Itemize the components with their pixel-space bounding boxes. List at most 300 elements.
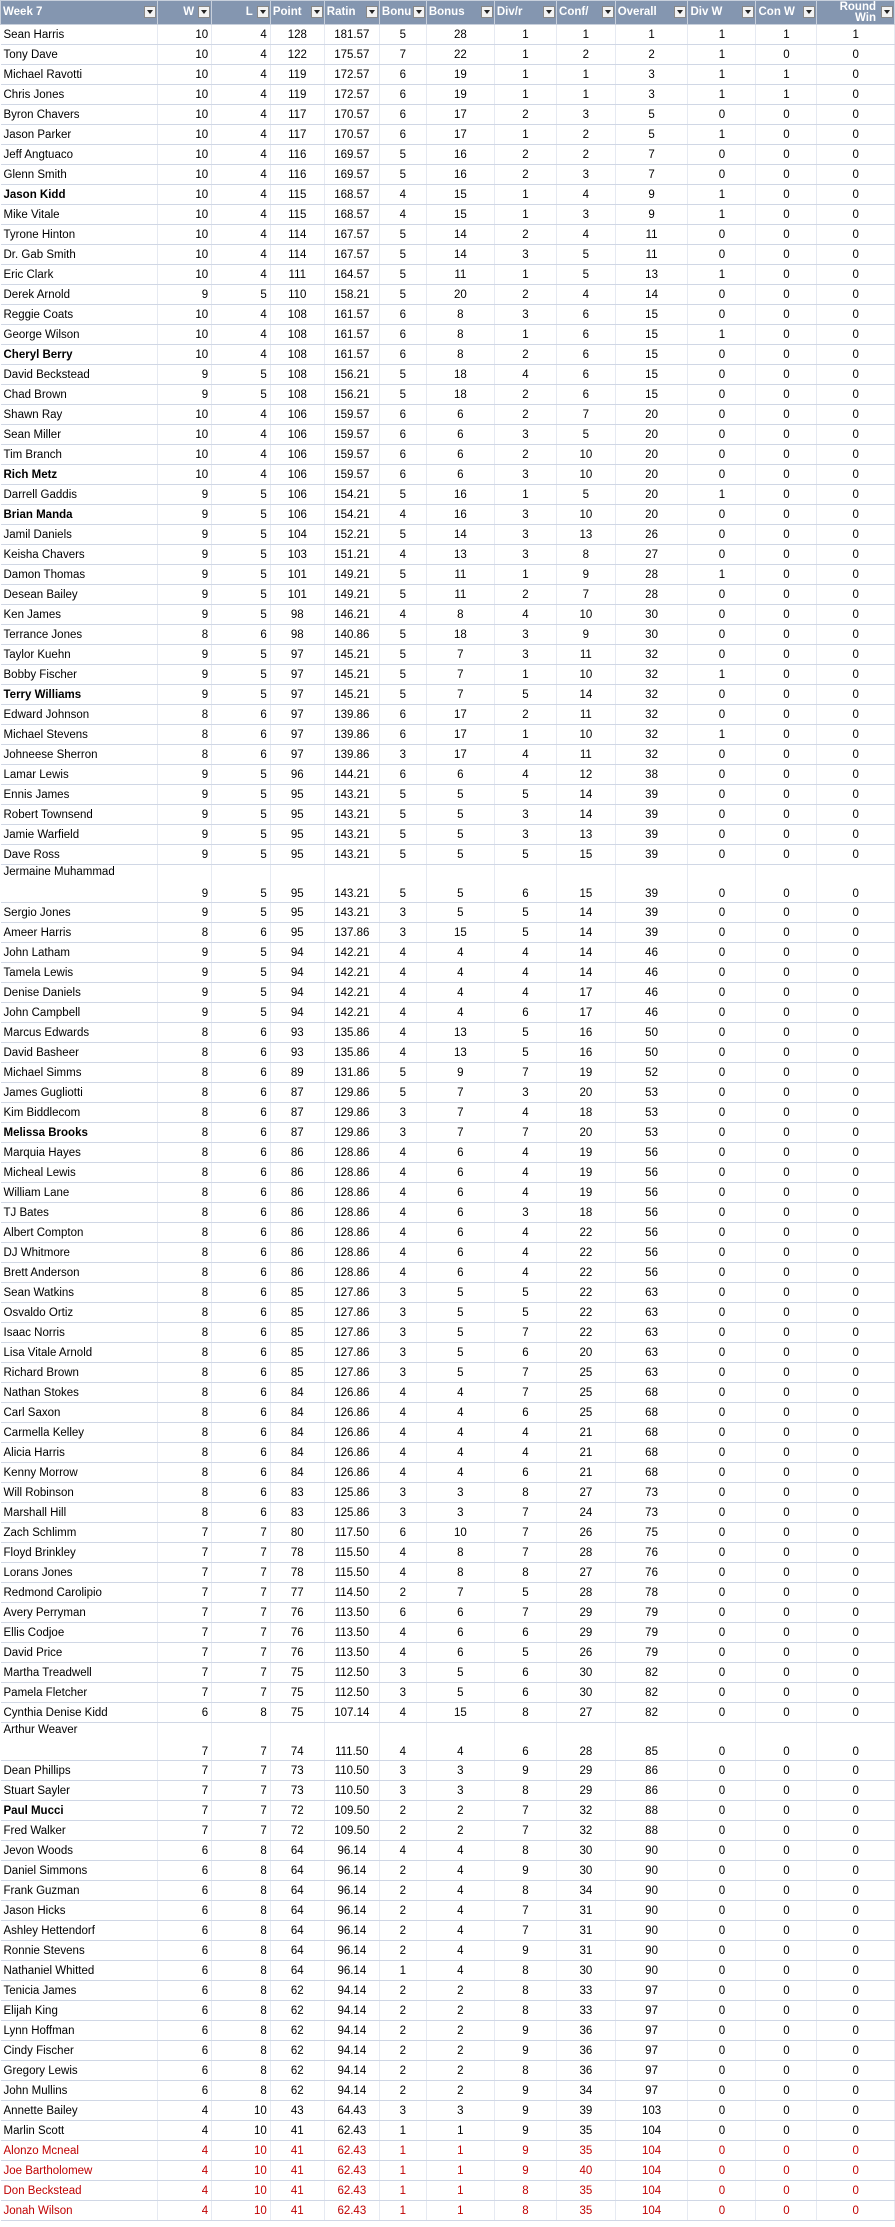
cell-wins[interactable]: 7: [158, 1643, 212, 1663]
cell-wins[interactable]: 6: [158, 1981, 212, 2001]
cell-bonus-b[interactable]: 6: [426, 425, 494, 445]
cell-con-win[interactable]: 0: [756, 1343, 817, 1363]
cell-div-win[interactable]: 0: [688, 385, 756, 405]
cell-bonus-b[interactable]: 1: [426, 2141, 494, 2161]
cell-losses[interactable]: 4: [212, 45, 271, 65]
cell-conf-rank[interactable]: 20: [557, 1083, 616, 1103]
cell-overall-rank[interactable]: 97: [615, 2021, 688, 2041]
cell-bonus-a[interactable]: 5: [379, 665, 426, 685]
cell-wins[interactable]: 7: [158, 1523, 212, 1543]
cell-losses[interactable]: 8: [212, 2041, 271, 2061]
cell-con-win[interactable]: 0: [756, 1821, 817, 1841]
cell-div-rank[interactable]: 8: [494, 1981, 556, 2001]
cell-div-win[interactable]: 1: [688, 725, 756, 745]
cell-overall-rank[interactable]: 15: [615, 305, 688, 325]
cell-overall-rank[interactable]: 68: [615, 1443, 688, 1463]
cell-rating[interactable]: 113.50: [324, 1643, 379, 1663]
cell-bonus-b[interactable]: 2: [426, 2061, 494, 2081]
cell-player-name[interactable]: Michael Simms: [1, 1063, 158, 1083]
cell-div-rank[interactable]: 3: [494, 825, 556, 845]
cell-round-win[interactable]: 0: [817, 805, 895, 825]
cell-points[interactable]: 97: [270, 745, 324, 765]
cell-overall-rank[interactable]: 90: [615, 1841, 688, 1861]
cell-overall-rank[interactable]: 28: [615, 585, 688, 605]
cell-div-win[interactable]: 0: [688, 2081, 756, 2101]
cell-bonus-a[interactable]: 2: [379, 2001, 426, 2021]
cell-losses[interactable]: 5: [212, 605, 271, 625]
cell-div-rank[interactable]: 7: [494, 1901, 556, 1921]
dropdown-arrow-icon[interactable]: [543, 6, 555, 18]
cell-player-name[interactable]: Lamar Lewis: [1, 765, 158, 785]
cell-conf-rank[interactable]: 6: [557, 345, 616, 365]
cell-points[interactable]: 64: [270, 1861, 324, 1881]
cell-rating[interactable]: 156.21: [324, 385, 379, 405]
cell-round-win[interactable]: 0: [817, 1981, 895, 2001]
cell-player-name[interactable]: Damon Thomas: [1, 565, 158, 585]
cell-div-rank[interactable]: 5: [494, 1043, 556, 1063]
cell-rating[interactable]: 168.57: [324, 185, 379, 205]
cell-round-win[interactable]: 0: [817, 85, 895, 105]
cell-div-rank[interactable]: 4: [494, 1163, 556, 1183]
cell-wins[interactable]: 6: [158, 1921, 212, 1941]
cell-div-rank[interactable]: 7: [494, 1603, 556, 1623]
cell-bonus-b[interactable]: 15: [426, 1703, 494, 1723]
cell-div-rank[interactable]: 5: [494, 903, 556, 923]
cell-round-win[interactable]: 0: [817, 1723, 895, 1761]
cell-rating[interactable]: 96.14: [324, 1841, 379, 1861]
cell-bonus-a[interactable]: 6: [379, 705, 426, 725]
cell-round-win[interactable]: 0: [817, 1841, 895, 1861]
cell-round-win[interactable]: 0: [817, 1563, 895, 1583]
cell-player-name[interactable]: Shawn Ray: [1, 405, 158, 425]
cell-wins[interactable]: 9: [158, 865, 212, 903]
cell-points[interactable]: 94: [270, 983, 324, 1003]
cell-player-name[interactable]: Terrance Jones: [1, 625, 158, 645]
cell-div-win[interactable]: 0: [688, 2181, 756, 2201]
cell-wins[interactable]: 6: [158, 1841, 212, 1861]
cell-points[interactable]: 80: [270, 1523, 324, 1543]
cell-losses[interactable]: 5: [212, 365, 271, 385]
cell-rating[interactable]: 117.50: [324, 1523, 379, 1543]
cell-player-name[interactable]: Cindy Fischer: [1, 2041, 158, 2061]
cell-div-win[interactable]: 0: [688, 1723, 756, 1761]
cell-bonus-b[interactable]: 2: [426, 2041, 494, 2061]
cell-points[interactable]: 110: [270, 285, 324, 305]
cell-player-name[interactable]: TJ Bates: [1, 1203, 158, 1223]
cell-overall-rank[interactable]: 85: [615, 1723, 688, 1761]
cell-wins[interactable]: 9: [158, 805, 212, 825]
cell-losses[interactable]: 6: [212, 1243, 271, 1263]
cell-points[interactable]: 84: [270, 1423, 324, 1443]
cell-conf-rank[interactable]: 14: [557, 943, 616, 963]
cell-rating[interactable]: 128.86: [324, 1183, 379, 1203]
cell-bonus-a[interactable]: 6: [379, 765, 426, 785]
cell-points[interactable]: 114: [270, 225, 324, 245]
cell-bonus-b[interactable]: 14: [426, 525, 494, 545]
cell-wins[interactable]: 6: [158, 2021, 212, 2041]
cell-wins[interactable]: 6: [158, 1941, 212, 1961]
cell-points[interactable]: 95: [270, 865, 324, 903]
cell-player-name[interactable]: Sean Watkins: [1, 1283, 158, 1303]
cell-losses[interactable]: 7: [212, 1603, 271, 1623]
cell-losses[interactable]: 8: [212, 1961, 271, 1981]
cell-conf-rank[interactable]: 2: [557, 45, 616, 65]
cell-wins[interactable]: 6: [158, 2061, 212, 2081]
cell-div-rank[interactable]: 7: [494, 1503, 556, 1523]
cell-overall-rank[interactable]: 103: [615, 2101, 688, 2121]
cell-player-name[interactable]: Redmond Carolipio: [1, 1583, 158, 1603]
cell-points[interactable]: 122: [270, 45, 324, 65]
cell-div-win[interactable]: 0: [688, 745, 756, 765]
cell-player-name[interactable]: Daniel Simmons: [1, 1861, 158, 1881]
cell-con-win[interactable]: 1: [756, 25, 817, 45]
cell-losses[interactable]: 6: [212, 745, 271, 765]
cell-points[interactable]: 84: [270, 1463, 324, 1483]
cell-wins[interactable]: 10: [158, 25, 212, 45]
cell-conf-rank[interactable]: 26: [557, 1523, 616, 1543]
cell-points[interactable]: 95: [270, 845, 324, 865]
cell-round-win[interactable]: 0: [817, 45, 895, 65]
cell-con-win[interactable]: 0: [756, 1163, 817, 1183]
cell-losses[interactable]: 6: [212, 1183, 271, 1203]
cell-div-win[interactable]: 0: [688, 963, 756, 983]
cell-losses[interactable]: 4: [212, 125, 271, 145]
cell-wins[interactable]: 9: [158, 605, 212, 625]
cell-con-win[interactable]: 0: [756, 1841, 817, 1861]
cell-wins[interactable]: 9: [158, 565, 212, 585]
cell-div-rank[interactable]: 4: [494, 1143, 556, 1163]
cell-div-win[interactable]: 0: [688, 903, 756, 923]
cell-player-name[interactable]: Pamela Fletcher: [1, 1683, 158, 1703]
cell-points[interactable]: 108: [270, 305, 324, 325]
cell-round-win[interactable]: 0: [817, 565, 895, 585]
cell-overall-rank[interactable]: 68: [615, 1463, 688, 1483]
cell-rating[interactable]: 149.21: [324, 585, 379, 605]
cell-bonus-a[interactable]: 2: [379, 2041, 426, 2061]
column-header-round-win[interactable]: Round Win: [817, 1, 895, 25]
cell-bonus-b[interactable]: 28: [426, 25, 494, 45]
cell-con-win[interactable]: 0: [756, 745, 817, 765]
cell-bonus-b[interactable]: 8: [426, 1563, 494, 1583]
cell-round-win[interactable]: 0: [817, 1443, 895, 1463]
cell-bonus-a[interactable]: 1: [379, 2141, 426, 2161]
cell-div-rank[interactable]: 4: [494, 1443, 556, 1463]
cell-div-rank[interactable]: 7: [494, 1123, 556, 1143]
cell-bonus-a[interactable]: 3: [379, 1103, 426, 1123]
cell-conf-rank[interactable]: 14: [557, 785, 616, 805]
cell-overall-rank[interactable]: 68: [615, 1403, 688, 1423]
cell-losses[interactable]: 8: [212, 1881, 271, 1901]
cell-bonus-a[interactable]: 5: [379, 805, 426, 825]
cell-rating[interactable]: 109.50: [324, 1801, 379, 1821]
column-header-points[interactable]: Point: [270, 1, 324, 25]
cell-bonus-a[interactable]: 5: [379, 485, 426, 505]
cell-bonus-a[interactable]: 6: [379, 125, 426, 145]
cell-overall-rank[interactable]: 82: [615, 1703, 688, 1723]
cell-losses[interactable]: 6: [212, 1483, 271, 1503]
cell-conf-rank[interactable]: 7: [557, 585, 616, 605]
cell-conf-rank[interactable]: 1: [557, 25, 616, 45]
cell-con-win[interactable]: 0: [756, 1801, 817, 1821]
cell-rating[interactable]: 96.14: [324, 1961, 379, 1981]
cell-conf-rank[interactable]: 31: [557, 1901, 616, 1921]
cell-rating[interactable]: 135.86: [324, 1043, 379, 1063]
cell-overall-rank[interactable]: 39: [615, 785, 688, 805]
cell-rating[interactable]: 145.21: [324, 685, 379, 705]
cell-rating[interactable]: 161.57: [324, 325, 379, 345]
cell-wins[interactable]: 8: [158, 1183, 212, 1203]
cell-div-rank[interactable]: 1: [494, 565, 556, 585]
cell-overall-rank[interactable]: 82: [615, 1663, 688, 1683]
cell-bonus-b[interactable]: 4: [426, 1383, 494, 1403]
cell-player-name[interactable]: David Price: [1, 1643, 158, 1663]
cell-player-name[interactable]: Don Beckstead: [1, 2181, 158, 2201]
cell-losses[interactable]: 5: [212, 505, 271, 525]
cell-bonus-b[interactable]: 4: [426, 1841, 494, 1861]
column-header-con-win[interactable]: Con W: [756, 1, 817, 25]
cell-div-win[interactable]: 0: [688, 305, 756, 325]
cell-overall-rank[interactable]: 20: [615, 505, 688, 525]
cell-wins[interactable]: 6: [158, 2041, 212, 2061]
cell-points[interactable]: 106: [270, 465, 324, 485]
cell-div-win[interactable]: 0: [688, 805, 756, 825]
cell-div-win[interactable]: 0: [688, 923, 756, 943]
cell-conf-rank[interactable]: 19: [557, 1163, 616, 1183]
cell-player-name[interactable]: Sergio Jones: [1, 903, 158, 923]
cell-div-rank[interactable]: 4: [494, 1183, 556, 1203]
cell-losses[interactable]: 4: [212, 85, 271, 105]
cell-round-win[interactable]: 0: [817, 1123, 895, 1143]
cell-points[interactable]: 62: [270, 2041, 324, 2061]
cell-bonus-b[interactable]: 19: [426, 85, 494, 105]
cell-rating[interactable]: 126.86: [324, 1463, 379, 1483]
cell-round-win[interactable]: 0: [817, 963, 895, 983]
cell-bonus-a[interactable]: 5: [379, 245, 426, 265]
cell-wins[interactable]: 10: [158, 245, 212, 265]
cell-conf-rank[interactable]: 35: [557, 2121, 616, 2141]
cell-div-rank[interactable]: 2: [494, 385, 556, 405]
cell-conf-rank[interactable]: 39: [557, 2101, 616, 2121]
cell-con-win[interactable]: 0: [756, 1683, 817, 1703]
cell-overall-rank[interactable]: 20: [615, 465, 688, 485]
cell-losses[interactable]: 6: [212, 1463, 271, 1483]
cell-bonus-a[interactable]: 3: [379, 1123, 426, 1143]
cell-div-win[interactable]: 1: [688, 85, 756, 105]
cell-bonus-b[interactable]: 4: [426, 983, 494, 1003]
cell-player-name[interactable]: Annette Bailey: [1, 2101, 158, 2121]
cell-points[interactable]: 97: [270, 645, 324, 665]
cell-player-name[interactable]: Rich Metz: [1, 465, 158, 485]
cell-overall-rank[interactable]: 68: [615, 1423, 688, 1443]
cell-overall-rank[interactable]: 97: [615, 2041, 688, 2061]
cell-wins[interactable]: 8: [158, 1283, 212, 1303]
cell-points[interactable]: 114: [270, 245, 324, 265]
cell-wins[interactable]: 4: [158, 2161, 212, 2181]
cell-wins[interactable]: 8: [158, 1303, 212, 1323]
cell-round-win[interactable]: 0: [817, 1203, 895, 1223]
cell-player-name[interactable]: Ameer Harris: [1, 923, 158, 943]
cell-div-rank[interactable]: 6: [494, 1403, 556, 1423]
cell-losses[interactable]: 6: [212, 1503, 271, 1523]
cell-round-win[interactable]: 0: [817, 765, 895, 785]
cell-wins[interactable]: 8: [158, 1243, 212, 1263]
cell-round-win[interactable]: 0: [817, 923, 895, 943]
cell-bonus-a[interactable]: 2: [379, 2081, 426, 2101]
cell-bonus-b[interactable]: 5: [426, 865, 494, 903]
cell-overall-rank[interactable]: 90: [615, 1881, 688, 1901]
cell-con-win[interactable]: 0: [756, 1083, 817, 1103]
cell-round-win[interactable]: 0: [817, 285, 895, 305]
column-header-overall[interactable]: Overall: [615, 1, 688, 25]
cell-bonus-a[interactable]: 1: [379, 2201, 426, 2221]
cell-rating[interactable]: 94.14: [324, 1981, 379, 2001]
cell-points[interactable]: 106: [270, 405, 324, 425]
cell-bonus-a[interactable]: 6: [379, 405, 426, 425]
cell-points[interactable]: 96: [270, 765, 324, 785]
cell-div-win[interactable]: 0: [688, 365, 756, 385]
cell-bonus-a[interactable]: 2: [379, 1901, 426, 1921]
cell-div-rank[interactable]: 8: [494, 1881, 556, 1901]
cell-conf-rank[interactable]: 30: [557, 1663, 616, 1683]
cell-div-win[interactable]: 0: [688, 825, 756, 845]
cell-bonus-b[interactable]: 2: [426, 2081, 494, 2101]
cell-div-rank[interactable]: 1: [494, 725, 556, 745]
cell-points[interactable]: 116: [270, 165, 324, 185]
cell-con-win[interactable]: 0: [756, 1981, 817, 2001]
cell-bonus-b[interactable]: 7: [426, 665, 494, 685]
cell-rating[interactable]: 170.57: [324, 125, 379, 145]
cell-div-rank[interactable]: 7: [494, 1383, 556, 1403]
cell-div-win[interactable]: 0: [688, 425, 756, 445]
cell-points[interactable]: 89: [270, 1063, 324, 1083]
cell-rating[interactable]: 114.50: [324, 1583, 379, 1603]
cell-con-win[interactable]: 0: [756, 665, 817, 685]
cell-losses[interactable]: 5: [212, 983, 271, 1003]
cell-points[interactable]: 108: [270, 325, 324, 345]
cell-player-name[interactable]: Ennis James: [1, 785, 158, 805]
cell-bonus-b[interactable]: 5: [426, 1303, 494, 1323]
cell-bonus-b[interactable]: 14: [426, 245, 494, 265]
cell-rating[interactable]: 127.86: [324, 1323, 379, 1343]
cell-rating[interactable]: 142.21: [324, 1003, 379, 1023]
cell-rating[interactable]: 94.14: [324, 2081, 379, 2101]
cell-div-rank[interactable]: 9: [494, 1941, 556, 1961]
cell-round-win[interactable]: 0: [817, 1223, 895, 1243]
cell-div-win[interactable]: 0: [688, 645, 756, 665]
cell-con-win[interactable]: 0: [756, 1663, 817, 1683]
cell-div-rank[interactable]: 7: [494, 1323, 556, 1343]
cell-div-win[interactable]: 0: [688, 845, 756, 865]
cell-rating[interactable]: 140.86: [324, 625, 379, 645]
cell-rating[interactable]: 156.21: [324, 365, 379, 385]
cell-wins[interactable]: 4: [158, 2121, 212, 2141]
cell-rating[interactable]: 161.57: [324, 305, 379, 325]
cell-div-rank[interactable]: 4: [494, 765, 556, 785]
cell-losses[interactable]: 6: [212, 1343, 271, 1363]
dropdown-arrow-icon[interactable]: [198, 6, 210, 18]
cell-overall-rank[interactable]: 97: [615, 1981, 688, 2001]
cell-wins[interactable]: 10: [158, 205, 212, 225]
cell-wins[interactable]: 9: [158, 1003, 212, 1023]
cell-rating[interactable]: 128.86: [324, 1223, 379, 1243]
cell-bonus-a[interactable]: 6: [379, 1603, 426, 1623]
cell-div-win[interactable]: 0: [688, 2041, 756, 2061]
cell-conf-rank[interactable]: 4: [557, 185, 616, 205]
cell-losses[interactable]: 10: [212, 2161, 271, 2181]
cell-div-rank[interactable]: 4: [494, 963, 556, 983]
cell-losses[interactable]: 5: [212, 665, 271, 685]
cell-conf-rank[interactable]: 20: [557, 1123, 616, 1143]
cell-player-name[interactable]: Chad Brown: [1, 385, 158, 405]
cell-bonus-a[interactable]: 5: [379, 165, 426, 185]
cell-overall-rank[interactable]: 20: [615, 485, 688, 505]
cell-bonus-a[interactable]: 6: [379, 445, 426, 465]
cell-player-name[interactable]: Tamela Lewis: [1, 963, 158, 983]
cell-div-rank[interactable]: 1: [494, 205, 556, 225]
cell-con-win[interactable]: 0: [756, 2061, 817, 2081]
cell-div-win[interactable]: 0: [688, 1103, 756, 1123]
cell-bonus-a[interactable]: 4: [379, 1143, 426, 1163]
cell-bonus-a[interactable]: 3: [379, 1323, 426, 1343]
cell-round-win[interactable]: 0: [817, 1921, 895, 1941]
cell-round-win[interactable]: 0: [817, 345, 895, 365]
cell-wins[interactable]: 8: [158, 1503, 212, 1523]
cell-conf-rank[interactable]: 22: [557, 1303, 616, 1323]
cell-points[interactable]: 86: [270, 1203, 324, 1223]
cell-losses[interactable]: 5: [212, 385, 271, 405]
cell-round-win[interactable]: 0: [817, 2001, 895, 2021]
cell-bonus-a[interactable]: 4: [379, 1043, 426, 1063]
cell-conf-rank[interactable]: 22: [557, 1263, 616, 1283]
cell-con-win[interactable]: 0: [756, 1881, 817, 1901]
cell-round-win[interactable]: 0: [817, 225, 895, 245]
cell-player-name[interactable]: Desean Bailey: [1, 585, 158, 605]
cell-con-win[interactable]: 0: [756, 245, 817, 265]
cell-round-win[interactable]: 0: [817, 1941, 895, 1961]
column-header-rating[interactable]: Ratin: [324, 1, 379, 25]
cell-rating[interactable]: 154.21: [324, 505, 379, 525]
cell-losses[interactable]: 7: [212, 1761, 271, 1781]
cell-round-win[interactable]: 0: [817, 1523, 895, 1543]
cell-player-name[interactable]: Michael Ravotti: [1, 65, 158, 85]
cell-bonus-b[interactable]: 2: [426, 1981, 494, 2001]
cell-bonus-b[interactable]: 16: [426, 145, 494, 165]
cell-overall-rank[interactable]: 9: [615, 185, 688, 205]
cell-wins[interactable]: 8: [158, 1203, 212, 1223]
cell-div-win[interactable]: 0: [688, 1043, 756, 1063]
cell-bonus-b[interactable]: 6: [426, 445, 494, 465]
cell-con-win[interactable]: 0: [756, 1921, 817, 1941]
cell-points[interactable]: 95: [270, 785, 324, 805]
cell-div-win[interactable]: 1: [688, 265, 756, 285]
cell-div-rank[interactable]: 5: [494, 1583, 556, 1603]
cell-points[interactable]: 62: [270, 2021, 324, 2041]
cell-bonus-b[interactable]: 6: [426, 1203, 494, 1223]
cell-div-rank[interactable]: 5: [494, 785, 556, 805]
cell-bonus-a[interactable]: 3: [379, 1283, 426, 1303]
cell-bonus-a[interactable]: 6: [379, 325, 426, 345]
cell-div-rank[interactable]: 3: [494, 245, 556, 265]
cell-overall-rank[interactable]: 104: [615, 2161, 688, 2181]
cell-wins[interactable]: 8: [158, 625, 212, 645]
cell-conf-rank[interactable]: 30: [557, 1961, 616, 1981]
cell-bonus-a[interactable]: 3: [379, 1303, 426, 1323]
cell-losses[interactable]: 4: [212, 185, 271, 205]
cell-overall-rank[interactable]: 15: [615, 365, 688, 385]
cell-points[interactable]: 41: [270, 2181, 324, 2201]
cell-con-win[interactable]: 0: [756, 2041, 817, 2061]
cell-player-name[interactable]: Dave Ross: [1, 845, 158, 865]
